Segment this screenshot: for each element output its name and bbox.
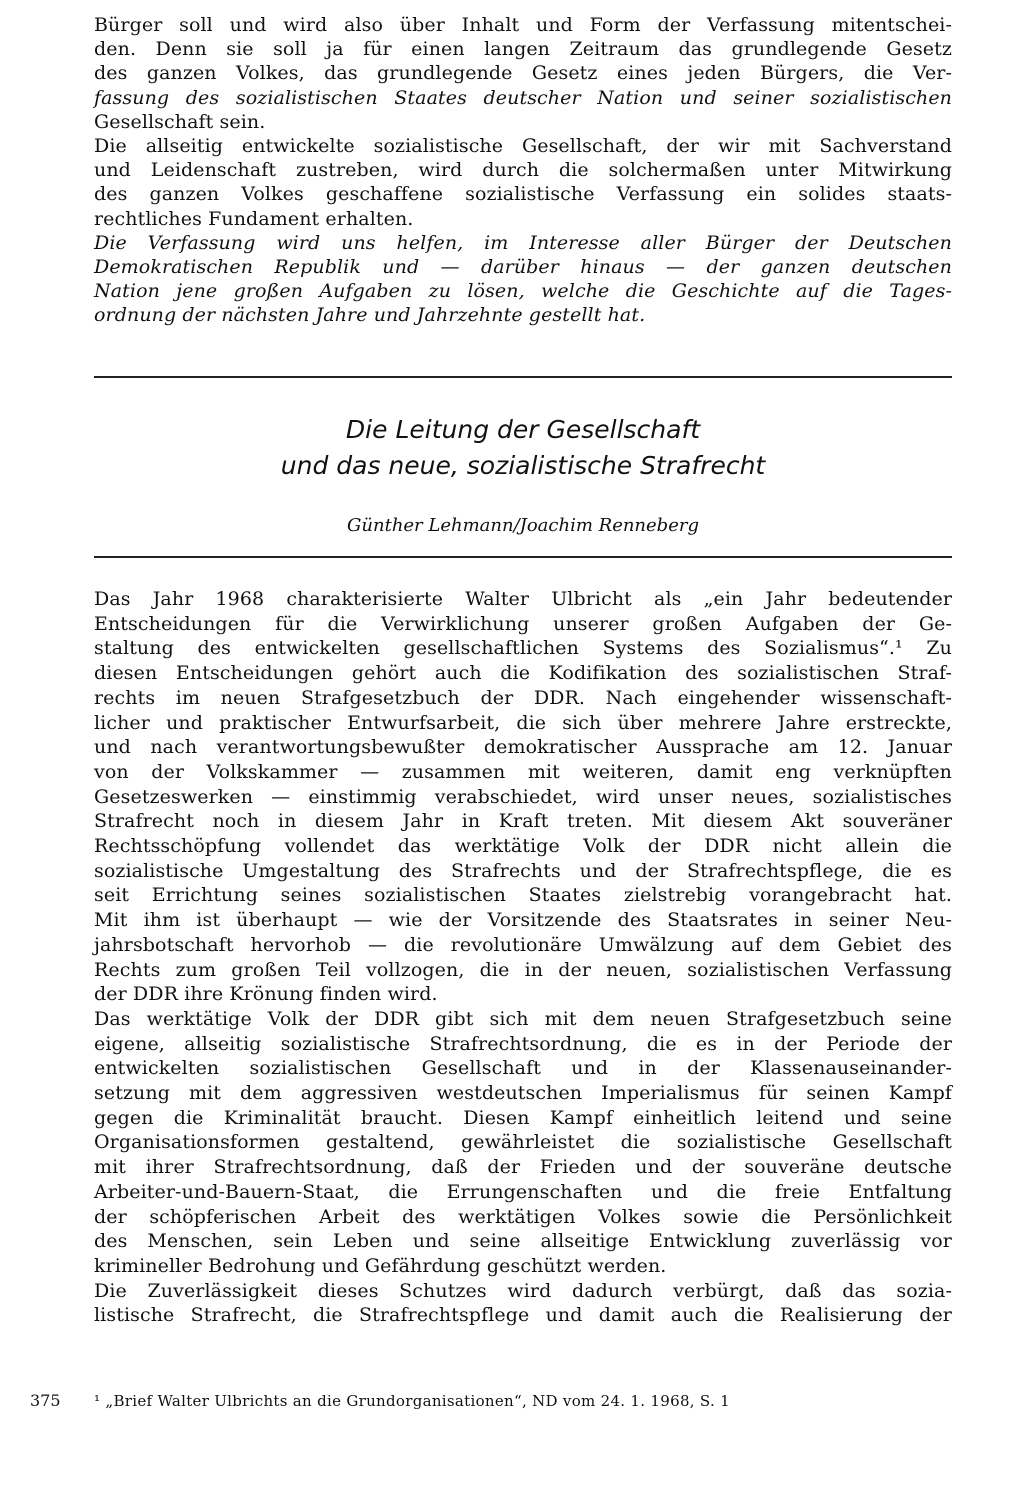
page-number: 375 — [30, 1391, 61, 1410]
intro-text-line: Demokratischen Republik und — darüber hinaus — der ganzen deutschen — [94, 256, 952, 278]
body-text-line: diesen Entscheidungen gehört auch die Kodifikation des sozialistischen Straf- — [94, 662, 952, 685]
intro-text-line: des ganzen Volkes, das grundlegende Gesetz eines jeden Bürgers, die Ver- — [94, 62, 952, 85]
body-text-line: licher und praktischer Entwurfsarbeit, die sich über mehrere Jahre erstreckte, — [94, 711, 952, 734]
body-text-line: des Menschen, sein Leben und seine allseitige Entwicklung zuverlässig vor — [94, 1230, 952, 1253]
body-text-line: staltung des entwickelten gesellschaftlichen Systems des Sozialismus“.¹ Zu — [94, 637, 952, 660]
body-text-line: rechts im neuen Strafgesetzbuch der DDR. Nach eingehender wissenschaft- — [94, 686, 952, 709]
body-text-line: listische Strafrecht, die Strafrechtspflege und damit auch die Realisierung der — [94, 1304, 952, 1327]
article-authors: Günther Lehmann/Joachim Renneberg — [347, 515, 699, 536]
intro-text-line: fassung des sozialistischen Staates deutscher Nation und seiner sozialistischen — [94, 86, 952, 109]
body-text-line: gegen die Kriminalität braucht. Diesen Kampf einheitlich leitend und seine — [94, 1106, 952, 1129]
body-text-line: jahrsbotschaft hervorhob — die revolutionäre Umwälzung auf dem Gebiet des — [94, 933, 952, 956]
body-text-line: mit ihrer Strafrechtsordnung, daß der Frieden und der souveräne deutsche — [94, 1156, 952, 1179]
body-text-line: Das werktätige Volk der DDR gibt sich mit dem neuen Strafgesetzbuch seine — [94, 1007, 952, 1030]
article-title-line-1: Die Leitung der Gesellschaft — [345, 415, 701, 444]
footnote: ¹ „Brief Walter Ulbrichts an die Grundorganisationen“, ND vom 24. 1. 1968, S. 1 — [94, 1392, 730, 1410]
body-text-line: Organisationsformen gestaltend, gewährleistet die sozialistische Gesellschaft — [94, 1131, 952, 1154]
intro-text-line: rechtliches Fundament erhalten. — [94, 207, 414, 230]
body-text-line: Die Zuverlässigkeit dieses Schutzes wird dadurch verbürgt, daß das sozia- — [94, 1279, 952, 1302]
body-text-line: eigene, allseitig sozialistische Strafrechtsordnung, die es in der Periode der — [94, 1032, 952, 1055]
body-text-line: Mit ihm ist überhaupt — wie der Vorsitzende des Staatsrates in seiner Neu- — [94, 909, 952, 932]
body-text-line: und nach verantwortungsbewußter demokratischer Aussprache am 12. Januar — [94, 736, 952, 759]
body-text-line: Entscheidungen für die Verwirklichung unserer großen Aufgaben der Ge- — [94, 612, 952, 635]
body-text-line: der schöpferischen Arbeit des werktätigen Volkes sowie die Persönlichkeit — [94, 1205, 952, 1228]
body-text-line: der DDR ihre Krönung finden wird. — [94, 983, 438, 1006]
article-title-line-2: und das neue, sozialistische Strafrecht — [280, 451, 766, 480]
body-text-line: seit Errichtung seines sozialistischen Staates zielstrebig vorangebracht hat. — [94, 884, 952, 907]
body-text-line: krimineller Bedrohung und Gefährdung geschützt werden. — [94, 1254, 667, 1277]
body-text-line: Strafrecht noch in diesem Jahr in Kraft treten. Mit diesem Akt souveräner — [94, 810, 952, 833]
body-text-line: Gesetzeswerken — einstimmig verabschiedet, wird unser neues, sozialistisches — [94, 785, 952, 808]
body-text-line: Das Jahr 1968 charakterisierte Walter Ulbricht als „ein Jahr bedeutender — [94, 588, 952, 610]
body-text-line: Rechts zum großen Teil vollzogen, die in der neuen, sozialistischen Verfassung — [94, 958, 952, 981]
section-divider-top — [94, 376, 952, 378]
body-text-line: setzung mit dem aggressiven westdeutschen Imperialismus für seinen Kampf — [94, 1082, 952, 1104]
body-text-line: entwickelten sozialistischen Gesellschaft und in der Klassenauseinander- — [94, 1057, 952, 1080]
intro-text-line: des ganzen Volkes geschaffene sozialistische Verfassung ein solides staats- — [94, 183, 952, 206]
body-text-line: von der Volkskammer — zusammen mit weiteren, damit eng verknüpften — [94, 760, 952, 783]
intro-text-line: und Leidenschaft zustreben, wird durch die solchermaßen unter Mitwirkung — [94, 159, 952, 182]
body-text-line: Arbeiter-und-Bauern-Staat, die Errungenschaften und die freie Entfaltung — [94, 1180, 952, 1203]
intro-text-line: den. Denn sie soll ja für einen langen Zeitraum das grundlegende Gesetz — [94, 38, 952, 61]
intro-text-line: Die allseitig entwickelte sozialistische Gesellschaft, der wir mit Sachverstand — [94, 135, 952, 157]
section-divider-bottom — [94, 556, 952, 558]
intro-text-line: ordnung der nächsten Jahre und Jahrzehnte gestellt hat. — [94, 304, 646, 327]
intro-text-line: Die Verfassung wird uns helfen, im Interesse aller Bürger der Deutschen — [94, 231, 952, 254]
intro-text-line: Bürger soll und wird also über Inhalt und Form der Verfassung mitentschei- — [94, 14, 952, 36]
body-text-line: sozialistische Umgestaltung des Strafrechts und der Strafrechtspflege, die es — [94, 859, 952, 882]
body-text-line: Rechtsschöpfung vollendet das werktätige Volk der DDR nicht allein die — [94, 835, 952, 857]
intro-text-line: Gesellschaft sein. — [94, 110, 266, 133]
intro-text-line: Nation jene großen Aufgaben zu lösen, welche die Geschichte auf die Tages- — [94, 280, 952, 303]
